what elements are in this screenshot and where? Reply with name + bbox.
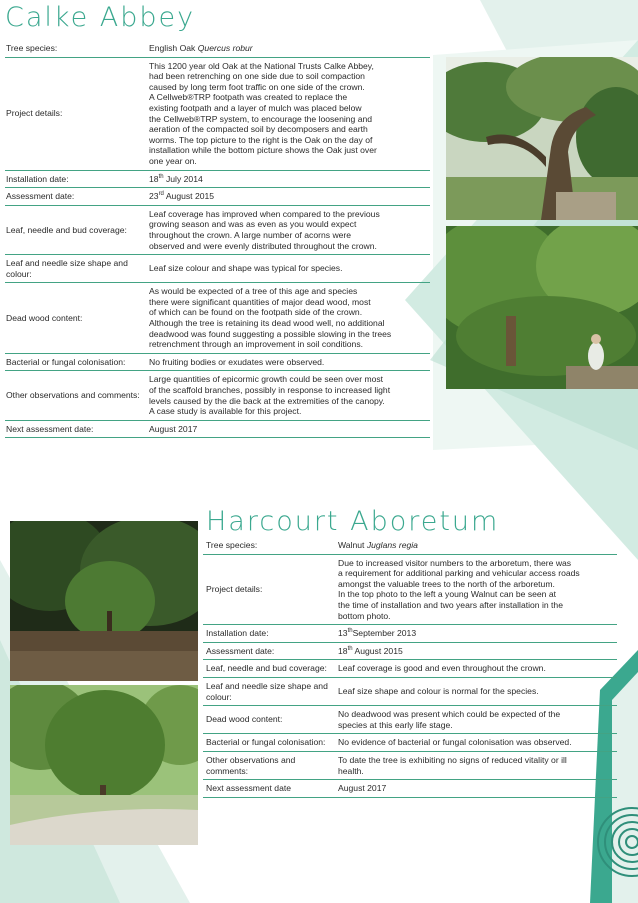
photo-walnut-installation — [10, 521, 198, 681]
table-row — [203, 625, 617, 643]
row-label: Installation date: — [5, 170, 148, 188]
row-value-suffix: August 2015 — [352, 645, 403, 656]
table-row — [203, 642, 617, 660]
table-row — [203, 660, 617, 678]
row-value-suffix: August 2015 — [163, 191, 215, 202]
row-value: August 2017 — [148, 420, 430, 438]
row-label: Dead wood content: — [203, 706, 337, 734]
row-value: To date the tree is exhibiting no signs of reduced vitality or ill health. — [337, 751, 617, 779]
table-row — [203, 780, 617, 798]
row-value-italic: Juglans regia — [366, 540, 418, 550]
row-label: Leaf, needle and bud coverage: — [203, 660, 337, 678]
row-value: No fruiting bodies or exudates were observed. — [148, 353, 430, 371]
row-value: August 2017 — [337, 780, 617, 798]
row-label: Installation date: — [203, 625, 337, 643]
row-value: No deadwood was present which could be expected of the species at this early life stage. — [337, 706, 617, 734]
table-row — [5, 188, 430, 206]
row-label: Tree species: — [5, 40, 148, 57]
row-label: Other observations and comments: — [5, 371, 148, 420]
row-value-sup: rd — [158, 191, 164, 198]
row-value-prefix: 23 — [149, 191, 159, 202]
row-label: Tree species: — [203, 537, 337, 554]
harcourt-aboretum-details-table — [203, 537, 617, 798]
row-label: Next assessment date: — [5, 420, 148, 438]
row-value — [337, 537, 617, 554]
row-value: Leaf size colour and shape was typical for species. — [148, 255, 430, 283]
table-row — [203, 706, 617, 734]
row-label: Project details: — [5, 57, 148, 170]
section-title-calke-abbey: Calke Abbey — [5, 2, 196, 33]
row-label: Leaf, needle and bud coverage: — [5, 205, 148, 254]
row-value: Leaf coverage is good and even throughout the crown. — [337, 660, 617, 678]
table-row — [203, 751, 617, 779]
calke-abbey-details-table — [5, 40, 430, 438]
row-label: Project details: — [203, 554, 337, 625]
row-value: Large quantities of epicormic growth could be seen over most of the scaffold branches, possibly in response to increased light levels caused by the die back at the extremities of the canopy. A case study is available for this project. — [148, 371, 430, 420]
table-row — [5, 205, 430, 254]
row-value — [337, 625, 617, 643]
row-value-italic: Quercus robur — [197, 43, 253, 53]
row-label: Dead wood content: — [5, 283, 148, 354]
table-row — [5, 353, 430, 371]
row-label: Other observations and comments: — [203, 751, 337, 779]
table-row — [5, 170, 430, 188]
row-value: As would be expected of a tree of this age and species there were significant quantities of major dead wood, most of which can be found on the footpath side of the crown. Although the tree is retaining its dead wood well, no additional deadwood was found suggesting a possible slowing in the trees retrenchment through an improvement in soil conditions. — [148, 283, 430, 354]
table-row — [5, 40, 430, 57]
table-row — [203, 554, 617, 625]
table-row — [5, 57, 430, 170]
row-value: This 1200 year old Oak at the National Trusts Calke Abbey, had been retrenching on one side due to soil compaction caused by long term foot traffic on one side of the crown. A Cellweb®TRP footpath was created to replace the existing footpath and a layer of mulch was placed below the Cellweb®TRP system, to encourage the loosening and aeration of the compacted soil by decomposers and earth worms. The top picture to the right is the Oak on the day of installation while the bottom picture shows the Oak just over one year on. — [148, 57, 430, 170]
photo-oak-one-year-on — [446, 226, 638, 389]
row-value-prefix: 13 — [338, 628, 348, 639]
table-row — [5, 371, 430, 420]
row-value-prefix: Walnut — [338, 540, 367, 550]
row-value-prefix: 18 — [338, 645, 348, 656]
row-value-sup: th — [347, 628, 353, 635]
row-label: Leaf and needle size shape and colour: — [5, 255, 148, 283]
table-row — [203, 677, 617, 705]
row-label: Leaf and needle size shape and colour: — [203, 677, 337, 705]
row-value-prefix: English Oak — [149, 43, 198, 53]
row-label: Assessment date: — [203, 642, 337, 660]
table-row — [203, 734, 617, 752]
section-title-harcourt-aboretum: Harcourt Aboretum — [206, 506, 500, 537]
row-value-suffix: September 2013 — [352, 628, 417, 639]
row-label: Bacterial or fungal colonisation: — [203, 734, 337, 752]
row-label: Next assessment date — [203, 780, 337, 798]
photo-walnut-two-years-on — [10, 685, 198, 845]
row-value-prefix: 18 — [149, 173, 159, 184]
table-row — [5, 255, 430, 283]
row-value-sup: th — [347, 645, 353, 652]
row-value-suffix: July 2014 — [163, 173, 203, 184]
row-value — [148, 188, 430, 206]
row-value-sup: th — [158, 173, 164, 180]
table-row — [5, 283, 430, 354]
row-value: No evidence of bacterial or fungal colonisation was observed. — [337, 734, 617, 752]
photo-oak-installation — [446, 57, 638, 220]
row-label: Bacterial or fungal colonisation: — [5, 353, 148, 371]
row-value — [337, 642, 617, 660]
table-row — [5, 420, 430, 438]
row-value — [148, 170, 430, 188]
row-value: Leaf coverage has improved when compared to the previous growing season and was as even as you would expect throughout the crown. A large number of acorns were observed and were evenly distributed throughout the crown. — [148, 205, 430, 254]
row-label: Assessment date: — [5, 188, 148, 206]
row-value: Due to increased visitor numbers to the arboretum, there was a requirement for additional parking and vehicular access roads amongst the valuable trees to the north of the arboretum. In the top photo to the left a young Walnut can be seen at the time of installation and two years after installation in the bottom photo. — [337, 554, 617, 625]
row-value — [148, 40, 430, 57]
table-row — [203, 537, 617, 554]
row-value: Leaf size shape and colour is normal for the species. — [337, 677, 617, 705]
